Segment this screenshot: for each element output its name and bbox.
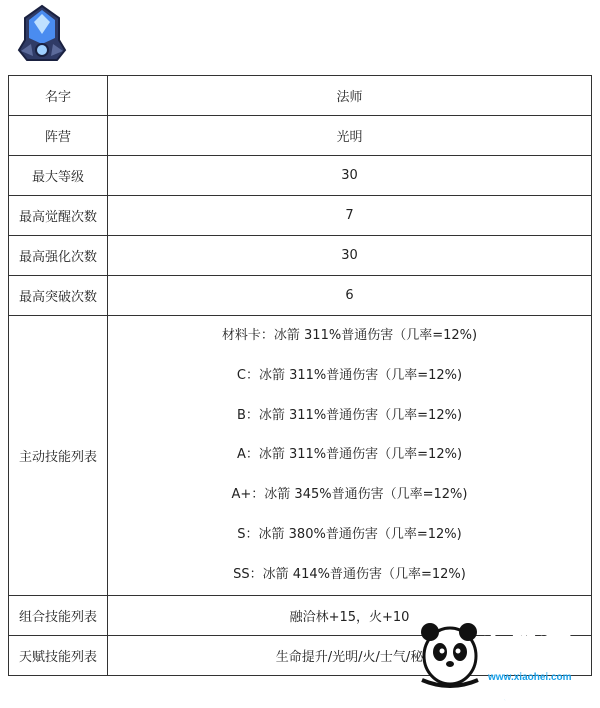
skill-list	[108, 316, 591, 595]
skill-item: 材料卡：冰箭 311%普通伤害（几率=12%)	[221, 327, 478, 343]
row-value: 30	[108, 236, 592, 276]
brand-name: 小黑游戏	[478, 628, 571, 707]
active-skills-cell	[108, 316, 592, 596]
skill-item: A：冰箭 311%普通伤害（几率=12%)	[236, 447, 463, 463]
skill-item: A+：冰箭 345%普通伤害（几率=12%)	[231, 487, 468, 503]
skill-item: S：冰箭 380%普通伤害（几率=12%)	[237, 527, 462, 543]
row-value: 生命提升/光明/火/士气/秘	[108, 636, 592, 676]
brand-url: www.xiaohei.com	[488, 672, 572, 683]
row-value: 融洽林+15，火+10	[108, 596, 592, 636]
active-skills-row	[9, 316, 592, 596]
skill-item: B：冰箭 311%普通伤害（几率=12%)	[236, 407, 463, 423]
row-label: 阵营	[9, 116, 108, 156]
table-row	[9, 116, 592, 156]
row-value: 6	[108, 276, 592, 316]
row-label: 最大等级	[9, 156, 108, 196]
row-label: 名字	[9, 76, 108, 116]
crystal-tower-icon	[13, 4, 71, 66]
skill-item: SS：冰箭 414%普通伤害（几率=12%)	[233, 566, 466, 582]
row-label: 组合技能列表	[9, 596, 108, 636]
talent-skills-row	[9, 636, 592, 676]
table-row	[9, 196, 592, 236]
row-label: 最高突破次数	[9, 276, 108, 316]
row-label: 天赋技能列表	[9, 636, 108, 676]
table-row	[9, 156, 592, 196]
row-value: 光明	[108, 116, 592, 156]
row-label: 主动技能列表	[9, 316, 108, 596]
character-info-table	[8, 75, 592, 676]
row-label: 最高觉醒次数	[9, 196, 108, 236]
row-value: 30	[108, 156, 592, 196]
table-row	[9, 76, 592, 116]
row-label: 最高强化次数	[9, 236, 108, 276]
combo-skills-row	[9, 596, 592, 636]
table-row	[9, 276, 592, 316]
table-row	[9, 236, 592, 276]
row-value: 7	[108, 196, 592, 236]
skill-item: C：冰箭 311%普通伤害（几率=12%)	[236, 367, 463, 383]
row-value: 法师	[108, 76, 592, 116]
